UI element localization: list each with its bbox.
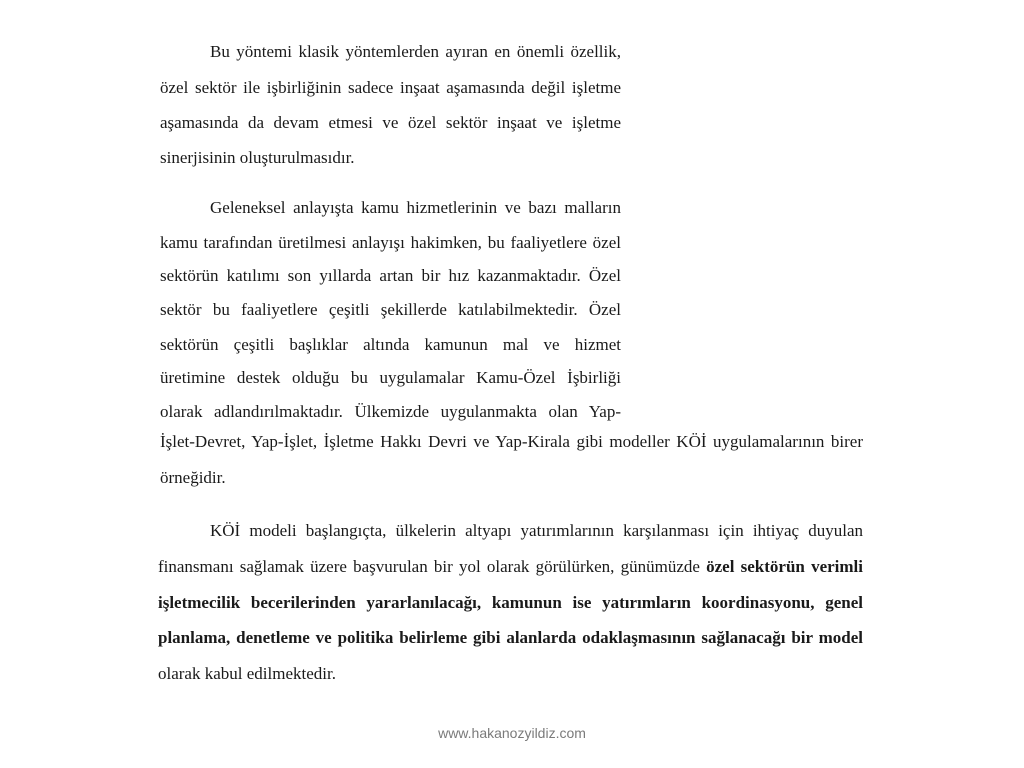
paragraph-2-line-8: İşlet-Devret, Yap-İşlet, İşletme Hakkı Devri ve Yap-Kirala gibi modeller KÖİ uygulamalarının birer — [160, 432, 863, 451]
paragraph-3-line-4-bold: planlama, denetleme ve politika belirleme gibi alanlarda odaklaşmasının sağlanacağı bir model — [158, 628, 863, 647]
paragraph-2-line-4: sektör bu faaliyetlere çeşitli şekillerde katılabilmektedir. Özel — [160, 300, 621, 319]
paragraph-3-line-3-bold: işletmecilik becerilerinden yararlanılacağı, kamunun ise yatırımların koordinasyonu, genel — [158, 593, 863, 612]
paragraph-2-line-9: örneğidir. — [160, 468, 226, 487]
paragraph-3-line-1: KÖİ modeli başlangıçta, ülkelerin altyapı yatırımlarının karşılanması için ihtiyaç duyulan — [210, 521, 863, 540]
footer-website: www.hakanozyildiz.com — [438, 725, 586, 741]
paragraph-2-line-1: Geleneksel anlayışta kamu hizmetlerinin ve bazı malların — [210, 198, 621, 217]
paragraph-3-line-4 — [158, 628, 863, 648]
paragraph-3-line-3 — [158, 593, 863, 613]
paragraph-1-line-1: Bu yöntemi klasik yöntemlerden ayıran en önemli özellik, — [210, 42, 621, 61]
paragraph-3-line-5: olarak kabul edilmektedir. — [158, 664, 336, 683]
paragraph-1-line-3: aşamasında da devam etmesi ve özel sektör inşaat ve işletme — [160, 113, 621, 132]
paragraph-2-line-5: sektörün çeşitli başlıklar altında kamunun mal ve hizmet — [160, 335, 621, 354]
paragraph-2-line-6: üretimine destek olduğu bu uygulamalar Kamu-Özel İşbirliği — [160, 368, 621, 387]
paragraph-2-line-2: kamu tarafından üretilmesi anlayışı hakimken, bu faaliyetlere özel — [160, 233, 621, 252]
paragraph-2-line-7: olarak adlandırılmaktadır. Ülkemizde uygulanmakta olan Yap- — [160, 402, 621, 421]
paragraph-3-line-2-normal: finansmanı sağlamak üzere başvurulan bir yol olarak görülürken, günümüzde — [158, 557, 707, 576]
paragraph-3-line-2 — [158, 557, 863, 577]
paragraph-1-line-2: özel sektör ile işbirliğinin sadece inşaat aşamasında değil işletme — [160, 78, 621, 97]
paragraph-3-line-2-bold: özel sektörün verimli — [706, 557, 863, 576]
paragraph-1-line-4: sinerjisinin oluşturulmasıdır. — [160, 148, 355, 167]
paragraph-2-line-3: sektörün katılımı son yıllarda artan bir hız kazanmaktadır. Özel — [160, 266, 621, 285]
